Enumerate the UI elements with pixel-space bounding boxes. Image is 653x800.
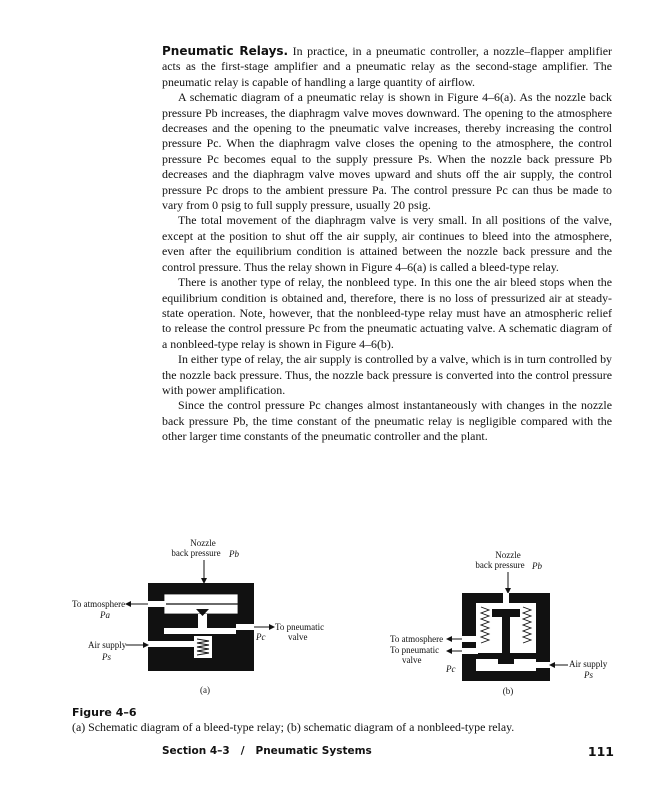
bleed-type-relay-diagram [72, 538, 324, 695]
paragraph-5: In either type of relay, the air supply is controlled by a valve, which is in turn controlled by the nozzle back pressure. Thus, the nozzle back pressure is converted into the control pressure with power amplification. [162, 352, 612, 397]
a-supply-port [148, 641, 200, 647]
page-number: 111 [587, 744, 614, 759]
a-air-supply-label: Air supply [88, 640, 127, 650]
b-piston-head [492, 609, 520, 617]
b-air-supply-label: Air supply [569, 659, 608, 669]
b-supply-port [534, 662, 550, 668]
running-footer-section: Section 4–3 / Pneumatic Systems [162, 745, 372, 757]
a-sub-label: (a) [200, 685, 210, 695]
b-valve-seat [498, 658, 514, 664]
paragraph-2: A schematic diagram of a pneumatic relay is shown in Figure 4–6(a). As the nozzle back pressure Pb increases, the diaphragm valve moves downward. The opening to the atmosphere decreases and the opening to the pneumatic valve increases, thereby increasing the control pressure Pc. When the diaphragm valve closes the opening to the atmosphere, the control pressure Pc becomes equal to the supply pressure Ps. When the nozzle back pressure Pb decreases and the diaphragm valve moves upward and shuts off the air supply, the control pressure Pc drops to the ambient pressure Pa. The control pressure Pc can thus be made to vary from 0 psig to full supply pressure, usually 20 psig. [162, 90, 612, 213]
b-valve-stem [502, 617, 510, 657]
b-valve-label: valve [402, 655, 422, 665]
b-pc-symbol: Pc [446, 664, 456, 674]
a-pc-symbol: Pc [256, 632, 266, 642]
run-in-heading: Pneumatic Relays. [162, 44, 289, 58]
figure-label: Figure 4–6 [72, 706, 137, 719]
b-atmosphere-port [462, 636, 478, 642]
b-to-pneumatic-label: To pneumatic [390, 645, 440, 655]
b-ps-symbol: Ps [584, 670, 593, 680]
a-to-atmosphere-label: To atmosphere [72, 599, 126, 609]
b-to-atmosphere-label: To atmosphere [390, 634, 444, 644]
page-footer [162, 745, 614, 757]
a-spring-chamber [194, 636, 212, 658]
paragraph-6: Since the control pressure Pc changes almost instantaneously with changes in the nozzle back pressure Pb, the time constant of the pneumatic relay is negligible compared with the other larger time constants of the pneumatic controller and the plant. [162, 398, 612, 444]
figure-caption [72, 705, 632, 735]
a-nozzle-label: Nozzle [190, 538, 216, 548]
a-to-pneumatic-label: To pneumatic [275, 622, 325, 632]
b-back-pressure-label: back pressure [475, 560, 525, 570]
a-back-pressure-label: back pressure [171, 548, 221, 558]
a-control-passage [164, 628, 236, 634]
b-pb-symbol: Pb [532, 561, 542, 571]
paragraph-3: The total movement of the diaphragm valve is very small. In all positions of the valve, except at the position to shut off the air supply, air continues to bleed into the atmosphere, even after the equilibrium condition is attained between the nozzle back pressure and the control pressure. Thus the relay shown in Figure 4–6(a) is called a bleed-type relay. [162, 213, 612, 274]
b-sub-label: (b) [502, 686, 514, 696]
nonbleed-type-relay-diagram [390, 550, 608, 696]
a-pa-symbol: Pa [100, 610, 110, 620]
a-outlet-port [236, 624, 254, 630]
a-pb-symbol: Pb [229, 549, 239, 559]
b-control-port [462, 648, 478, 654]
a-ps-symbol: Ps [102, 652, 111, 662]
figure-caption-text: (a) Schematic diagram of a bleed-type relay; (b) schematic diagram of a nonbleed-type relay. [72, 720, 515, 734]
a-valve-label: valve [288, 632, 308, 642]
paragraph-4: There is another type of relay, the nonbleed type. In this one the air bleed stops when the equilibrium condition is obtained and, therefore, there is no loss of pressurized air at steady-state operation. Note, however, that the nonbleed-type relay must have an atmospheric relief to release the control pressure Pc from the pneumatic actuating valve. A schematic diagram of a nonbleed-type relay is shown in Figure 4–6(b). [162, 275, 612, 351]
a-atmosphere-port [148, 601, 166, 607]
paragraph-1-text: In practice, in a pneumatic controller, a nozzle–flapper amplifier acts as the first-stage amplifier and a pneumatic relay as the second-stage amplifier. The pneumatic relay is capable of handling a large quantity of airflow. [162, 44, 612, 89]
b-nozzle-label: Nozzle [495, 550, 521, 560]
b-nozzle-port [503, 593, 509, 605]
